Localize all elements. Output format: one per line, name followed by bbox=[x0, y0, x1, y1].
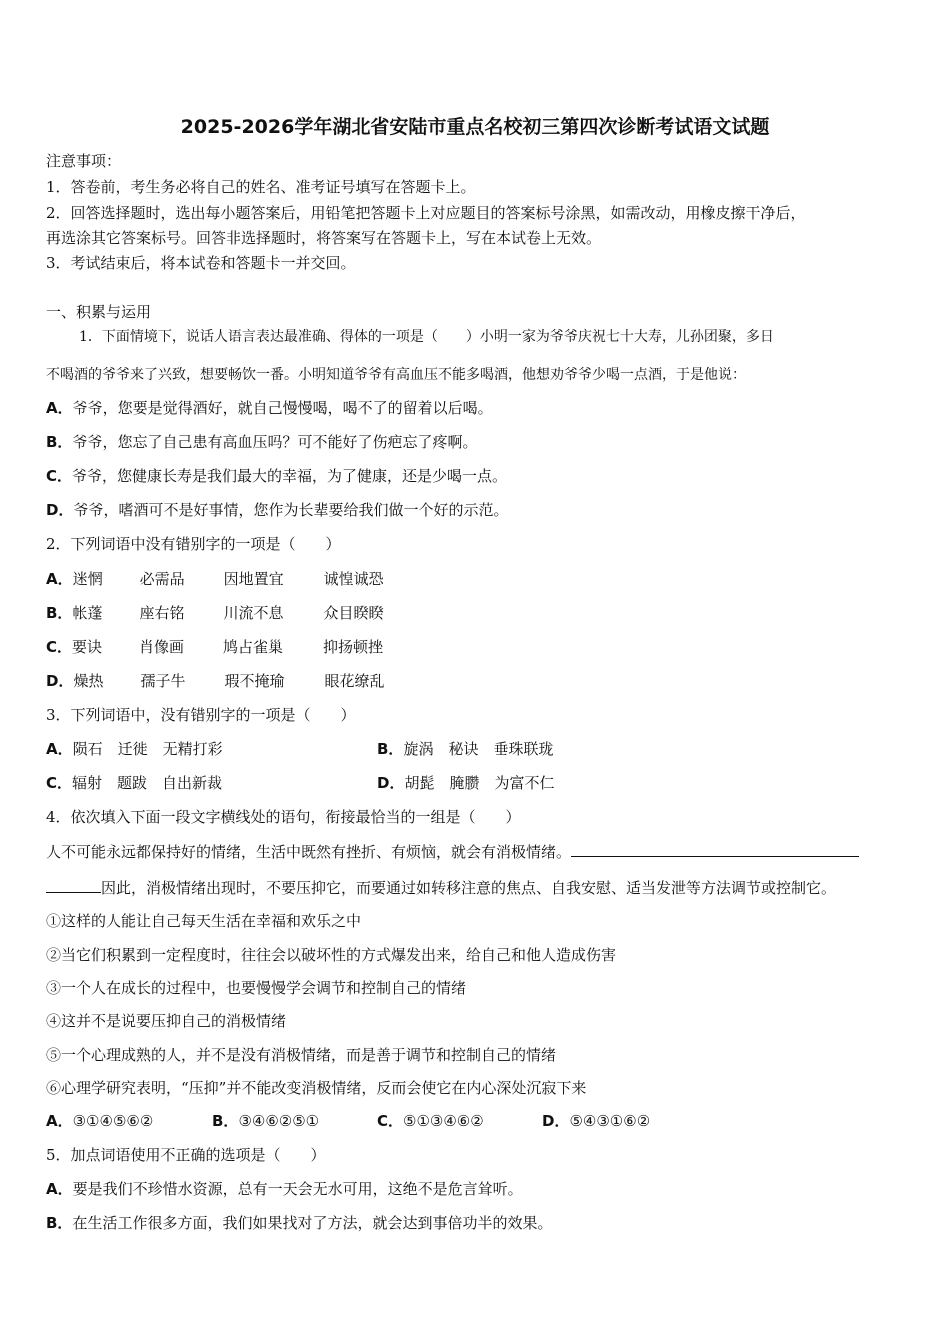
q2-stem: 2．下列词语中没有错别字的一项是（ ） bbox=[46, 535, 341, 553]
option-word: 燥热 bbox=[73, 672, 104, 690]
q2-option-d[interactable] bbox=[46, 671, 384, 691]
option-letter: D． bbox=[46, 501, 74, 519]
option-letter: A． bbox=[46, 1180, 73, 1198]
option-text: 要是我们不珍惜水资源，总有一天会无水可用，这绝不是危言耸听。 bbox=[72, 1180, 523, 1198]
q4-sentence: ②当它们积累到一定程度时，往往会以破坏性的方式爆发出来，给自己和他人造成伤害 bbox=[46, 946, 617, 964]
option-text: ③④⑥②⑤① bbox=[238, 1112, 320, 1130]
option-word: 鸠占雀巢 bbox=[223, 638, 284, 656]
option-word: 因地置宜 bbox=[223, 570, 284, 588]
q2-option-a[interactable] bbox=[46, 569, 384, 589]
option-text: 辐射 题跋 自出新裁 bbox=[72, 774, 223, 792]
q3-option-b[interactable] bbox=[377, 739, 553, 759]
option-word: 迷惘 bbox=[72, 570, 103, 588]
option-word: 川流不息 bbox=[223, 604, 284, 622]
q2-option-c[interactable] bbox=[46, 637, 383, 657]
notice-item: 3．考试结束后，将本试卷和答题卡一并交回。 bbox=[46, 254, 356, 272]
option-text: 爷爷，您健康长寿是我们最大的幸福，为了健康，还是少喝一点。 bbox=[72, 467, 508, 485]
option-letter: D． bbox=[377, 774, 405, 792]
q4-option-d[interactable] bbox=[542, 1111, 650, 1131]
option-word: 要诀 bbox=[72, 638, 103, 656]
q4-sentence: ⑥心理学研究表明，“压抑”并不能改变消极情绪，反而会使它在内心深处沉寂下来 bbox=[46, 1079, 587, 1097]
q4-sentence: ①这样的人能让自己每天生活在幸福和欢乐之中 bbox=[46, 912, 362, 930]
option-text: 爷爷，您忘了自己患有高血压吗？可不能好了伤疤忘了疼啊。 bbox=[72, 433, 478, 451]
option-text: ⑤④③①⑥② bbox=[569, 1112, 651, 1130]
option-text: ⑤①③④⑥② bbox=[403, 1112, 484, 1130]
q4-passage-text: 因此，消极情绪出现时，不要压抑它，而要通过如转移注意的焦点、自我安慰、适当发泄等方法调节或控制它。 bbox=[101, 879, 837, 897]
q5-option-a[interactable] bbox=[46, 1179, 523, 1199]
option-letter: C． bbox=[46, 467, 73, 485]
option-letter: C． bbox=[46, 638, 73, 656]
option-letter: B． bbox=[377, 740, 404, 758]
q3-stem: 3．下列词语中，没有错别字的一项是（ ） bbox=[46, 706, 356, 724]
option-word: 孺子牛 bbox=[140, 672, 186, 690]
q4-option-a[interactable] bbox=[46, 1111, 153, 1131]
option-word: 座右铭 bbox=[139, 604, 185, 622]
notice-heading: 注意事项： bbox=[46, 152, 122, 170]
option-letter: D． bbox=[542, 1112, 570, 1130]
option-text: 旋涡 秘诀 垂珠联珑 bbox=[403, 740, 554, 758]
answer-blank bbox=[46, 878, 101, 893]
option-word: 眼花缭乱 bbox=[324, 672, 385, 690]
option-word: 抑扬顿挫 bbox=[323, 638, 384, 656]
option-letter: D． bbox=[46, 672, 74, 690]
option-word: 诚惶诚恐 bbox=[323, 570, 384, 588]
option-letter: C． bbox=[377, 1112, 404, 1130]
page-title: 2025-2026学年湖北省安陆市重点名校初三第四次诊断考试语文试题 bbox=[180, 116, 770, 138]
notice-item: 再选涂其它答案标号。回答非选择题时，将答案写在答题卡上，写在本试卷上无效。 bbox=[46, 229, 602, 247]
option-letter: A． bbox=[46, 570, 73, 588]
option-word: 众目睽睽 bbox=[323, 604, 384, 622]
option-text: 爷爷，嗜酒可不是好事情，您作为长辈要给我们做一个好的示范。 bbox=[73, 501, 509, 519]
option-letter: B． bbox=[46, 604, 73, 622]
notice-item: 2．回答选择题时，选出每小题答案后，用铅笔把答题卡上对应题目的答案标号涂黑，如需改动，用橡皮擦干净后， bbox=[46, 204, 806, 222]
option-word: 瑕不掩瑜 bbox=[224, 672, 285, 690]
q2-option-b[interactable] bbox=[46, 603, 383, 623]
option-letter: B． bbox=[46, 433, 73, 451]
q5-option-b[interactable] bbox=[46, 1213, 552, 1233]
q1-option-c[interactable] bbox=[46, 466, 507, 486]
q3-option-a[interactable] bbox=[46, 739, 223, 759]
q4-passage-line bbox=[46, 842, 859, 862]
option-letter: B． bbox=[212, 1112, 239, 1130]
q1-stem-cont: 不喝酒的爷爷来了兴致，想要畅饮一番。小明知道爷爷有高血压不能多喝酒，他想劝爷爷少喝一点酒，于是他说： bbox=[46, 367, 746, 383]
answer-blank bbox=[571, 842, 859, 857]
q4-option-b[interactable] bbox=[212, 1111, 319, 1131]
option-letter: A． bbox=[46, 740, 73, 758]
q5-stem: 5．加点词语使用不正确的选项是（ ） bbox=[46, 1146, 326, 1164]
q4-sentence: ④这并不是说要压抑自己的消极情绪 bbox=[46, 1012, 287, 1030]
option-letter: C． bbox=[46, 774, 73, 792]
option-letter: B． bbox=[46, 1214, 73, 1232]
q1-option-a[interactable] bbox=[46, 398, 493, 418]
q4-stem: 4．依次填入下面一段文字横线处的语句，衔接最恰当的一组是（ ） bbox=[46, 808, 521, 826]
q1-option-b[interactable] bbox=[46, 432, 477, 452]
q1-option-d[interactable] bbox=[46, 500, 508, 520]
option-letter: A． bbox=[46, 1112, 73, 1130]
q4-sentence: ③一个人在成长的过程中，也要慢慢学会调节和控制自己的情绪 bbox=[46, 979, 467, 997]
option-text: 爷爷，您要是觉得酒好，就自己慢慢喝，喝不了的留着以后喝。 bbox=[72, 399, 493, 417]
q4-option-c[interactable] bbox=[377, 1111, 484, 1131]
section-heading: 一、积累与运用 bbox=[46, 303, 152, 321]
q4-sentence: ⑤一个心理成熟的人，并不是没有消极情绪，而是善于调节和控制自己的情绪 bbox=[46, 1046, 557, 1064]
q1-stem: 1．下面情境下，说话人语言表达最准确、得体的一项是（ ）小明一家为爷爷庆祝七十大寿，儿孙团聚，多日 bbox=[79, 329, 774, 345]
option-text: 在生活工作很多方面，我们如果找对了方法，就会达到事倍功半的效果。 bbox=[72, 1214, 553, 1232]
q3-option-d[interactable] bbox=[377, 773, 554, 793]
option-text: 陨石 迁徙 无精打彩 bbox=[72, 740, 223, 758]
option-letter: A． bbox=[46, 399, 73, 417]
option-word: 帐蓬 bbox=[72, 604, 103, 622]
notice-item: 1．答卷前，考生务必将自己的姓名、准考证号填写在答题卡上。 bbox=[46, 178, 476, 196]
option-text: ③①④⑤⑥② bbox=[72, 1112, 154, 1130]
q3-option-c[interactable] bbox=[46, 773, 222, 793]
option-word: 必需品 bbox=[139, 570, 185, 588]
option-word: 肖像画 bbox=[139, 638, 185, 656]
q4-passage-line bbox=[46, 878, 836, 898]
option-text: 胡髭 腌臜 为富不仁 bbox=[404, 774, 555, 792]
q4-passage-text: 人不可能永远都保持好的情绪，生活中既然有挫折、有烦恼，就会有消极情绪。 bbox=[46, 843, 572, 861]
